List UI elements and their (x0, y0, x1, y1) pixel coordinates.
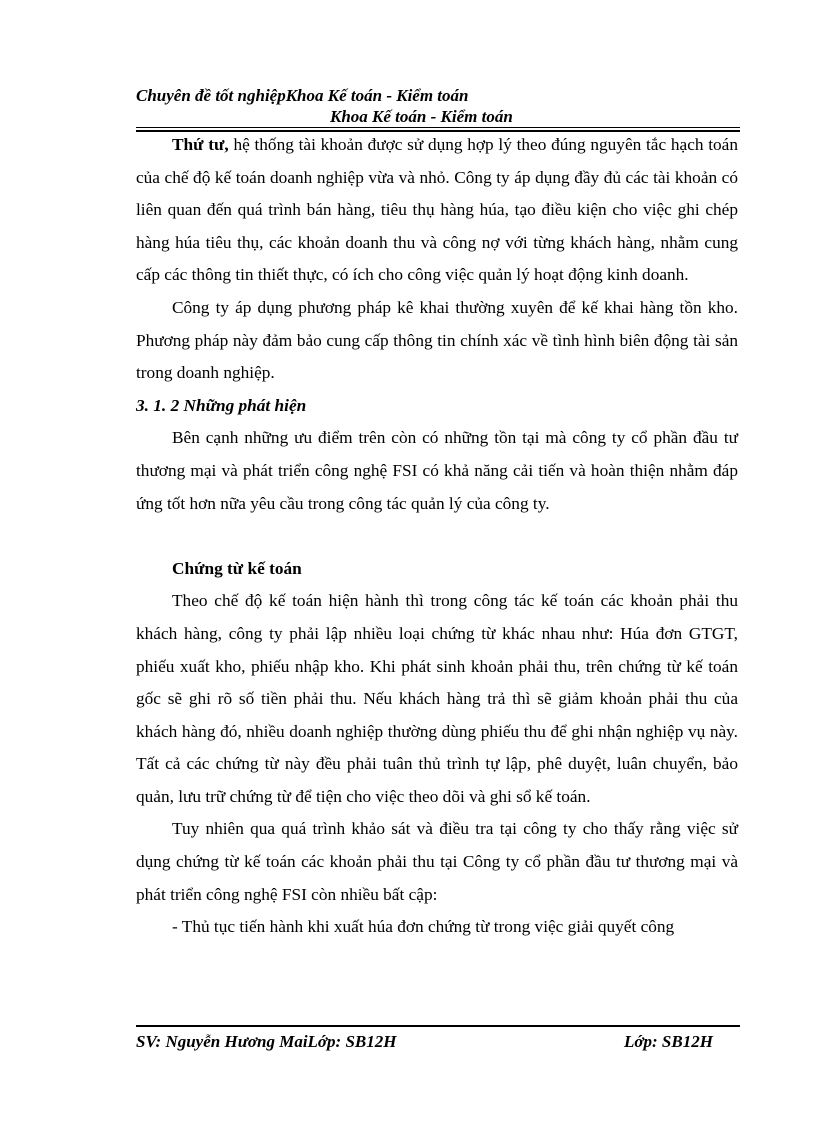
paragraph (136, 129, 738, 292)
paragraph: - Thủ tục tiến hành khi xuất húa đơn chứng từ trong việc giải quyết công (172, 917, 675, 937)
paragraph: Công ty áp dụng phương pháp kê khai thường xuyên để kế khai hàng tồn kho. Phương pháp này đảm bảo cung cấp thông tin chính xác về tình hình biên động tài sản trong doanh nghiệp. (136, 297, 738, 383)
document-body (136, 129, 738, 944)
section-heading: 3. 1. 2 Những phát hiện (136, 395, 307, 415)
page-header-line2: Khoa Kế toán - Kiểm toán (330, 107, 513, 126)
paragraph-lead: Thứ tư, (172, 135, 229, 154)
paragraph: Theo chế độ kế toán hiện hành thì trong công tác kế toán các khoản phải thu khách hàng, công ty phải lập nhiều loại chứng từ khác nhau như: Húa đơn GTGT, phiếu xuất kho, phiếu nhập kho. Khi phát sinh khoản phải thu, trên chứng từ kế toán gốc sẽ ghi rõ số tiền phải thu. Nếu khách hàng trả thì sẽ giảm khoản phải thu của khách hàng đó, nhiều doanh nghiệp thường dùng phiếu thu để ghi nhận nghiệp vụ này. Tất cả các chứng từ này đều phải tuân thủ trình tự lập, phê duyệt, luân chuyển, bảo quản, lưu trữ chứng từ để tiện cho việc theo dõi và ghi sổ kế toán. (136, 591, 738, 806)
page-header-line1: Chuyên đề tốt nghiệpKhoa Kế toán - Kiểm toán (136, 86, 469, 105)
paragraph: Tuy nhiên qua quá trình khảo sát và điều tra tại công ty cho thấy rằng việc sử dụng chứng từ kế toán các khoản phải thu tại Công ty cổ phần đầu tư thương mại và phát triển công nghệ FSI còn nhiều bất cập: (136, 819, 738, 904)
header-rule (136, 127, 740, 128)
sub-heading: Chứng từ kế toán (172, 558, 302, 578)
spacer (136, 520, 738, 553)
footer-rule (136, 1025, 740, 1027)
paragraph-text: hệ thống tài khoản được sử dụng hợp lý theo đúng nguyên tắc hạch toán của chế độ kế toán doanh nghiệp vừa và nhỏ. Công ty áp dụng đầy đủ các tài khoản có liên quan đến quá trình bán hàng, tiêu thụ hàng húa, tạo điều kiện cho việc ghi chép hàng húa tiêu thụ, các khoản doanh thu và công nợ với từng khách hàng, nhằm cung cấp các thông tin thiết thực, có ích cho công việc quản lý hoạt động kinh doanh. (136, 135, 738, 285)
footer-student: SV: Nguyễn Hương MaiLớp: SB12H (136, 1032, 397, 1051)
footer-class: Lớp: SB12H (624, 1032, 713, 1051)
paragraph: Bên cạnh những ưu điểm trên còn có những tồn tại mà công ty cổ phần đầu tư thương mại và phát triển công nghệ FSI có khả năng cải tiến và hoàn thiện nhằm đáp ứng tốt hơn nữa yêu cầu trong công tác quản lý của công ty. (136, 428, 738, 513)
